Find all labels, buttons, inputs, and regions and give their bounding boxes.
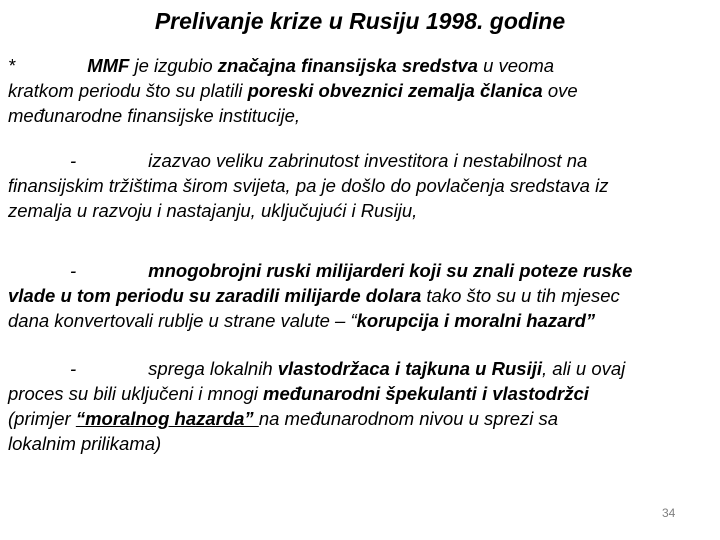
text-run: ove (542, 80, 578, 101)
paragraph-line: finansijskim tržištima širom svijeta, pa je došlo do povlačenja sredstava iz (8, 175, 609, 196)
paragraph-line (8, 78, 710, 103)
paragraph-line (8, 148, 710, 173)
text-run: , ali u ovaj (542, 358, 626, 379)
dash-marker: - (70, 150, 77, 171)
text-run: dana konvertovali rublje u strane valute – “ (8, 310, 357, 331)
text-bold: značajna finansijska sredstva (217, 55, 478, 76)
text-bold: korupcija i moralni hazard” (356, 310, 596, 331)
paragraph-russian-billionaires (8, 258, 710, 333)
text-bold: MMF (87, 55, 130, 76)
paragraph-line (8, 283, 710, 308)
text-run: izazvao veliku zabrinutost investitora i nestabilnost na (148, 150, 588, 171)
text-bold: vlastodržaca i tajkuna u Rusiji (277, 358, 542, 379)
text-bold: međunarodni špekulanti i vlastodržci (263, 383, 589, 404)
paragraph-line (8, 381, 710, 406)
dash-marker: - (70, 260, 77, 281)
text-run: tako što su u tih mjesec (421, 285, 620, 306)
paragraph-line (8, 308, 710, 333)
page-number: 34 (662, 506, 676, 520)
text-bold-underlined (76, 408, 259, 429)
text-run: u veoma (477, 55, 555, 76)
paragraph-line: međunarodne finansijske institucije, (8, 105, 301, 126)
slide-title: Prelivanje krize u Rusiju 1998. godine (154, 8, 566, 34)
text-run: je izgubio (129, 55, 218, 76)
paragraph-investor-concern (8, 148, 710, 223)
paragraph-line (8, 406, 710, 431)
paragraph-line (8, 53, 710, 78)
bullet-marker: * (8, 55, 16, 76)
text-run: (primjer (8, 408, 76, 429)
underlined-text: “moralnog hazarda” (75, 408, 259, 429)
text-bold: vlade u tom periodu su zaradili milijarde dolara (8, 285, 422, 306)
paragraph-oligarchs-speculators (8, 356, 710, 456)
paragraph-line: zemalja u razvoju i nastajanju, uključujući i Rusiju, (8, 200, 418, 221)
paragraph-line (8, 258, 710, 283)
text-run: na međunarodnom nivou u sprezi sa (258, 408, 559, 429)
text-bold: mnogobrojni ruski milijarderi koji su znali poteze ruske (148, 260, 633, 281)
text-run: proces su bili uključeni i mnogi (8, 383, 264, 404)
paragraph-mmf-losses (8, 53, 710, 128)
paragraph-line (8, 356, 710, 381)
text-run: sprega lokalnih (148, 358, 278, 379)
dash-marker: - (70, 358, 77, 379)
text-bold: poreski obveznici zemalja članica (247, 80, 543, 101)
text-run: kratkom periodu što su platili (8, 80, 248, 101)
paragraph-line: lokalnim prilikama) (8, 433, 162, 454)
